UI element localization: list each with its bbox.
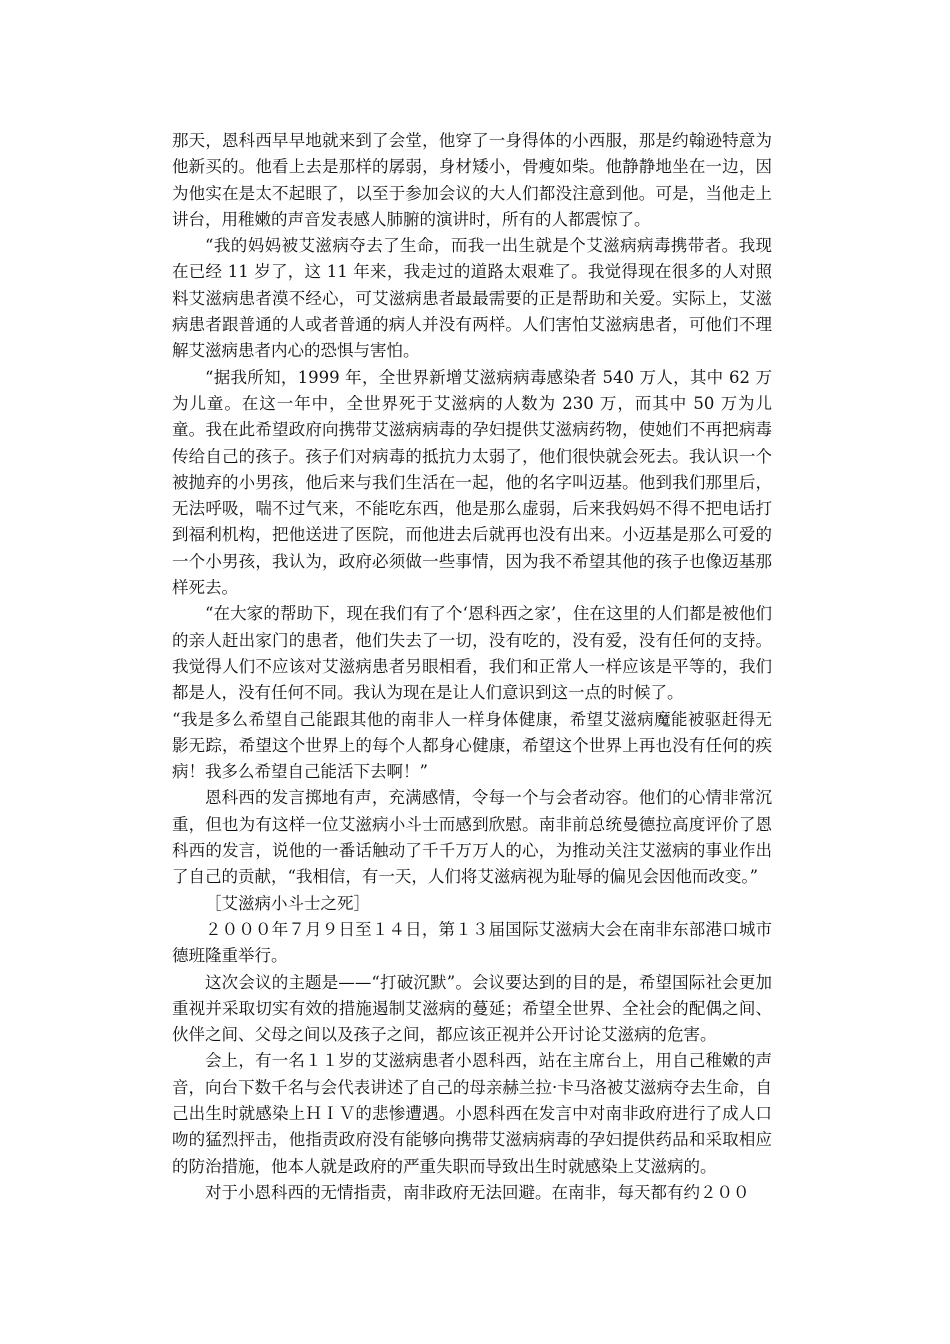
paragraph-6: 恩科西的发言掷地有声，充满感情，令每一个与会者动容。他们的心情非常沉重，但也为有这样一位艾滋病小斗士而感到欣慰。南非前总统曼德拉高度评价了恩科西的发言，说他的一番话触动了千千万万人的心，为推动关注艾滋病的事业作出了自己的贡献，“我相信，有一天，人们将艾滋病视为耻辱的偏见会因他而改变。” xyxy=(172,788,772,887)
document-page xyxy=(172,128,772,1206)
paragraph-4: “在大家的帮助下，现在我们有了个‘恩科西之家’，住在这里的人们都是被他们的亲人赶出家门的患者，他们失去了一切，没有吃的，没有爱，没有任何的支持。我觉得人们不应该对艾滋病患者另眼相看，我们和正常人一样应该是平等的，我们都是人，没有任何不同。我认为现在是让人们意识到这一点的时候了。 xyxy=(172,604,772,703)
paragraph-1: 那天，恩科西早早地就来到了会堂，他穿了一身得体的小西服，那是约翰逊特意为他新买的。他看上去是那样的孱弱，身材矮小，骨瘦如柴。他静静地坐在一边，因为他实在是太不起眼了，以至于参加会议的大人们都没注意到他。可是，当他走上讲台，用稚嫩的声音发表感人肺腑的演讲时，所有的人都震惊了。 xyxy=(172,131,772,229)
paragraph-9: 会上，有一名１１岁的艾滋病患者小恩科西，站在主席台上，用自己稚嫩的声音，向台下数千名与会代表讲述了自己的母亲赫兰拉·卡马洛被艾滋病夺去生命，自己出生时就感染上ＨＩＶ的悲惨遭遇。小恩科西在发言中对南非政府进行了成人口吻的猛烈抨击，他指责政府没有能够向携带艾滋病病毒的孕妇提供药品和采取相应的防治措施，他本人就是政府的严重失职而导致出生时就感染上艾滋病的。 xyxy=(172,1051,772,1176)
paragraph-2: “我的妈妈被艾滋病夺去了生命，而我一出生就是个艾滋病病毒携带者。我现在已经 11 岁了，这 11 年来，我走过的道路太艰难了。我觉得现在很多的人对照料艾滋病患者漠不经心，可艾滋病患者最最需要的正是帮助和关爱。实际上，艾滋病患者跟普通的人或者普通的病人并没有两样。人们害怕艾滋病患者，可他们不理解艾滋病患者内心的恐惧与害怕。 xyxy=(172,236,772,361)
paragraph-10: 对于小恩科西的无情指责，南非政府无法回避。在南非，每天都有约２００ xyxy=(205,1182,750,1202)
paragraph-5: “我是多么希望自己能跟其他的南非人一样身体健康，希望艾滋病魔能被驱赶得无影无踪，希望这个世界上的每个人都身心健康，希望这个世界上再也没有任何的疾病！我多么希望自己能活下去啊！” xyxy=(172,709,772,782)
paragraph-7: ２０００年７月９日至１４日，第１３届国际艾滋病大会在南非东部港口城市德班隆重举行。 xyxy=(172,919,772,966)
paragraph-8: 这次会议的主题是——“打破沉默”。会议要达到的目的是，希望国际社会更加重视并采取切实有效的措施遏制艾滋病的蔓延；希望全世界、全社会的配偶之间、伙伴之间、父母之间以及孩子之间，都应该正视并公开讨论艾滋病的危害。 xyxy=(172,972,772,1045)
section-heading: ［艾滋病小斗士之死］ xyxy=(205,893,370,913)
paragraph-3: “据我所知，1999 年，全世界新增艾滋病病毒感染者 540 万人，其中 62 万为儿童。在这一年中，全世界死于艾滋病的人数为 230 万，而其中 50 万为儿童。我在此希望政府向携带艾滋病病毒的孕妇提供艾滋病药物，使她们不再把病毒传给自己的孩子。孩子们对病毒的抵抗力太弱了，他们很快就会死去。我认识一个被抛弃的小男孩，他后来与我们生活在一起，他的名字叫迈基。他到我们那里后，无法呼吸，喘不过气来，不能吃东西，他是那么虚弱，后来我妈妈不得不把电话打到福利机构，把他送进了医院，而他进去后就再也没有出来。小迈基是那么可爱的一个小男孩，我认为，政府必须做一些事情，因为我不希望其他的孩子也像迈基那样死去。 xyxy=(172,367,772,598)
